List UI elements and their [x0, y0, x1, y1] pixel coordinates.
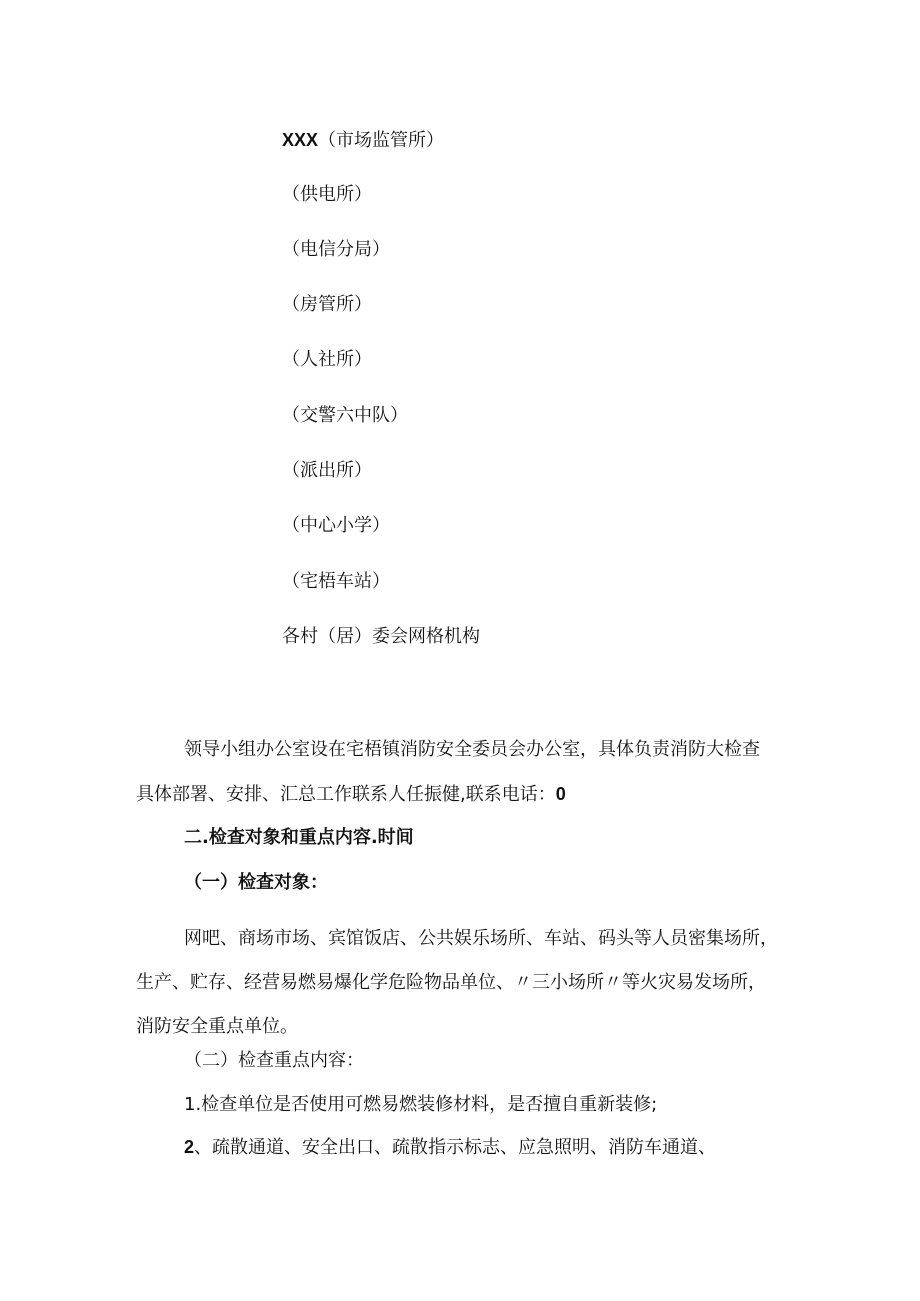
member-unit-line: [282, 458, 372, 484]
member-unit-name: （宅梧车站）: [282, 571, 390, 592]
check-item-2-number: 2: [184, 1137, 195, 1157]
member-unit-line: [282, 182, 372, 208]
member-unit-line: [282, 292, 372, 318]
member-unit-line: [282, 403, 408, 429]
member-unit-line: [282, 624, 480, 650]
office-paragraph-line-2: [136, 781, 566, 808]
member-unit-line: [282, 127, 444, 154]
section-heading: 二.检查对象和重点内容.时间: [184, 827, 414, 848]
check-item-2: [184, 1134, 716, 1161]
member-unit-line: [282, 347, 372, 373]
member-unit-name: （中心小学）: [282, 515, 390, 536]
member-unit-name: （派出所）: [282, 460, 372, 481]
member-unit-name: （人社所）: [282, 349, 372, 370]
subsection-1-body-line: 网吧、商场市场、宾馆饭店、公共娱乐场所、车站、码头等人员密集场所，: [184, 928, 778, 949]
member-unit-name: （房管所）: [282, 294, 372, 315]
member-unit-line: [282, 237, 390, 263]
check-item-2-text: 、疏散通道、安全出口、疏散指示标志、应急照明、消防车通道、: [194, 1137, 717, 1158]
member-unit-name: （供电所）: [282, 184, 372, 205]
member-unit-name: 各村（居）委会网格机构: [282, 626, 480, 647]
subsection-heading-1: （一）检查对象：: [184, 872, 328, 893]
member-unit-name: （市场监管所）: [318, 130, 445, 151]
subsection-1-body-line: 消防安全重点单位。: [136, 1016, 298, 1037]
check-item-1: 1.检查单位是否使用可燃易燃装修材料，是否擅自重新装修;: [184, 1094, 658, 1115]
member-unit-name: （交警六中队）: [282, 405, 408, 426]
office-paragraph-line-1: 领导小组办公室设在宅梧镇消防安全委员会办公室，具体负责消防大检查: [184, 739, 760, 760]
subsection-heading-2: （二）检查重点内容：: [184, 1050, 364, 1071]
member-unit-name: （电信分局）: [282, 239, 390, 260]
member-unit-prefix: XXX: [282, 130, 319, 150]
contact-phone: 0: [555, 784, 566, 804]
office-paragraph-text: 具体部署、安排、汇总工作联系人任振健,联系电话：: [136, 784, 556, 805]
subsection-1-body-line: 生产、贮存、经营易燃易爆化学危险物品单位、〃三小场所〃等火灾易发场所，: [136, 972, 766, 993]
member-unit-line: [282, 569, 390, 595]
member-unit-line: [282, 513, 390, 539]
